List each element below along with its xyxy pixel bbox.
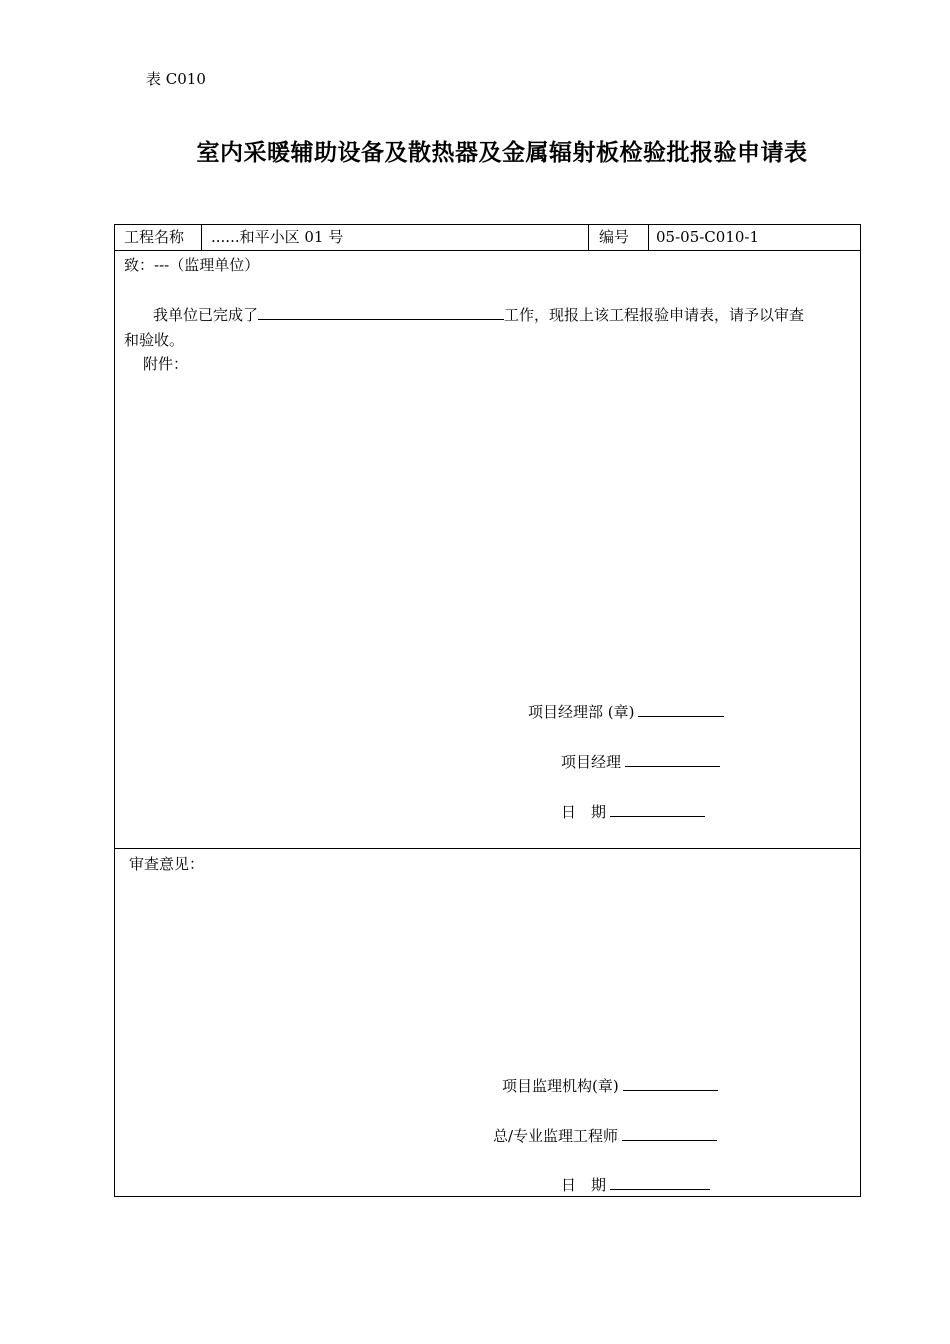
work-blank[interactable] — [258, 305, 504, 320]
number-value: 05-05-C010-1 — [656, 228, 760, 246]
dept-seal-label: 项目经理部 (章) — [528, 703, 635, 721]
body-prefix: 我单位已完成了 — [153, 306, 259, 324]
form-code: 表 C010 — [146, 70, 206, 88]
dept-seal-blank[interactable] — [638, 702, 724, 717]
application-body — [153, 304, 804, 325]
review-section — [115, 849, 860, 1198]
review-opinion-label: 审查意见： — [129, 855, 205, 873]
apply-date-line — [561, 801, 705, 822]
body-line-2: 和验收。 — [124, 331, 185, 349]
apply-date-label: 日 期 — [561, 803, 607, 821]
engineer-blank[interactable] — [622, 1126, 717, 1141]
manager-line — [561, 751, 720, 772]
addressee-line: 致：---（监理单位） — [124, 256, 260, 274]
review-date-label: 日 期 — [561, 1176, 607, 1194]
supervision-org-line — [502, 1075, 718, 1096]
review-date-blank[interactable] — [610, 1175, 710, 1190]
manager-label: 项目经理 — [561, 753, 622, 771]
review-date-line — [561, 1174, 710, 1195]
manager-blank[interactable] — [625, 752, 720, 767]
number-label: 编号 — [589, 225, 649, 250]
supervision-org-label: 项目监理机构(章) — [502, 1077, 619, 1095]
header-row — [115, 225, 860, 251]
attachments-label: 附件： — [143, 355, 189, 373]
application-section — [115, 251, 860, 849]
page-title: 室内采暖辅助设备及散热器及金属辐射板检验批报验申请表 — [196, 139, 808, 166]
engineer-line — [493, 1125, 717, 1146]
report-form — [114, 224, 861, 1197]
project-name-value: ......和平小区 01 号 — [202, 225, 589, 250]
engineer-label: 总/专业监理工程师 — [493, 1127, 619, 1145]
project-name-label: 工程名称 — [115, 225, 202, 250]
body-suffix: 工作，现报上该工程报验申请表，请予以审查 — [504, 306, 805, 324]
supervision-org-blank[interactable] — [623, 1076, 718, 1091]
dept-seal-line — [528, 701, 724, 722]
apply-date-blank[interactable] — [610, 802, 705, 817]
